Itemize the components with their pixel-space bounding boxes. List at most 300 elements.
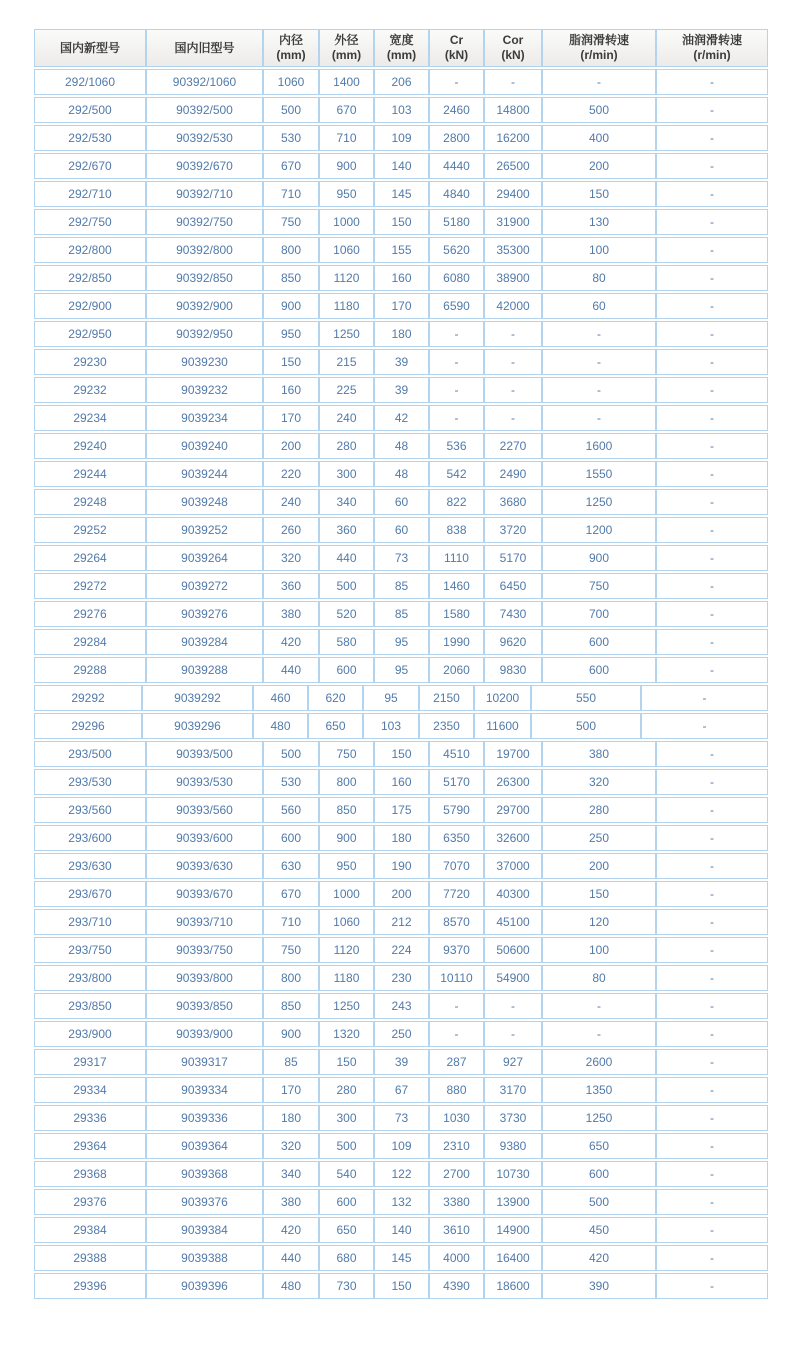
table-cell: 200	[263, 433, 319, 459]
table-cell: 2270	[484, 433, 542, 459]
table-cell: 132	[374, 1189, 429, 1215]
table-cell: 9039234	[146, 405, 263, 431]
table-cell: 480	[263, 1273, 319, 1299]
table-cell: 950	[319, 853, 374, 879]
table-cell: 293/850	[34, 993, 146, 1019]
table-cell: 900	[263, 1021, 319, 1047]
table-cell: 500	[531, 713, 641, 739]
table-cell: 73	[374, 545, 429, 571]
table-cell: 95	[363, 685, 419, 711]
table-cell: 29240	[34, 433, 146, 459]
table-cell: 800	[319, 769, 374, 795]
table-cell: 1060	[263, 69, 319, 95]
table-cell: 730	[319, 1273, 374, 1299]
table-cell: 7430	[484, 601, 542, 627]
table-cell: 360	[319, 517, 374, 543]
table-row	[34, 265, 768, 291]
table-cell: 32600	[484, 825, 542, 851]
table-cell: 540	[319, 1161, 374, 1187]
table-cell: 31900	[484, 209, 542, 235]
table-row	[34, 433, 768, 459]
table-cell: 500	[319, 1133, 374, 1159]
table-cell: 26500	[484, 153, 542, 179]
table-row	[34, 1245, 768, 1271]
table-cell: 200	[542, 853, 656, 879]
table-cell: -	[542, 377, 656, 403]
table-cell: 650	[319, 1217, 374, 1243]
table-cell: 293/900	[34, 1021, 146, 1047]
table-cell: 700	[542, 601, 656, 627]
table-cell: 320	[542, 769, 656, 795]
table-cell: 206	[374, 69, 429, 95]
table-row	[34, 321, 768, 347]
table-cell: -	[656, 377, 768, 403]
table-cell: 600	[542, 1161, 656, 1187]
table-cell: 90393/900	[146, 1021, 263, 1047]
column-header-7	[542, 29, 656, 67]
table-row	[34, 797, 768, 823]
table-cell: 145	[374, 181, 429, 207]
table-cell: 750	[263, 937, 319, 963]
table-row	[34, 825, 768, 851]
table-cell: 880	[429, 1077, 484, 1103]
table-cell: 250	[374, 1021, 429, 1047]
table-cell: 822	[429, 489, 484, 515]
table-row	[34, 545, 768, 571]
table-cell: 3730	[484, 1105, 542, 1131]
table-cell: 9830	[484, 657, 542, 683]
table-cell: 9039396	[146, 1273, 263, 1299]
table-cell: -	[656, 461, 768, 487]
table-cell: 29234	[34, 405, 146, 431]
table-cell: 4440	[429, 153, 484, 179]
table-cell: 48	[374, 461, 429, 487]
table-cell: 536	[429, 433, 484, 459]
table-cell: 1200	[542, 517, 656, 543]
table-row	[34, 1273, 768, 1299]
table-cell: 29368	[34, 1161, 146, 1187]
table-cell: -	[656, 209, 768, 235]
table-cell: 293/670	[34, 881, 146, 907]
table-cell: 90393/530	[146, 769, 263, 795]
table-cell: -	[542, 993, 656, 1019]
column-unit: (kN)	[501, 48, 525, 62]
table-cell: -	[656, 993, 768, 1019]
table-row	[34, 937, 768, 963]
table-cell: 4000	[429, 1245, 484, 1271]
table-cell: -	[656, 265, 768, 291]
header-row	[34, 29, 768, 67]
table-cell: 260	[263, 517, 319, 543]
table-cell: 200	[542, 153, 656, 179]
table-cell: 4840	[429, 181, 484, 207]
table-row	[34, 573, 768, 599]
table-cell: 10200	[474, 685, 531, 711]
table-cell: -	[656, 1049, 768, 1075]
table-cell: 90393/850	[146, 993, 263, 1019]
table-cell: 150	[374, 1273, 429, 1299]
table-cell: -	[656, 181, 768, 207]
table-row	[34, 1133, 768, 1159]
table-cell: 292/950	[34, 321, 146, 347]
table-cell: 42	[374, 405, 429, 431]
table-cell: 420	[263, 629, 319, 655]
table-cell: 90393/560	[146, 797, 263, 823]
table-cell: 450	[542, 1217, 656, 1243]
table-cell: 293/530	[34, 769, 146, 795]
table-cell: 80	[542, 265, 656, 291]
table-cell: 1600	[542, 433, 656, 459]
table-row	[34, 377, 768, 403]
table-cell: 292/800	[34, 237, 146, 263]
spec-table-segment-middle	[34, 683, 768, 741]
column-header-1	[146, 29, 263, 67]
table-cell: 9039317	[146, 1049, 263, 1075]
table-cell: 9370	[429, 937, 484, 963]
table-cell: 1400	[319, 69, 374, 95]
table-cell: 150	[319, 1049, 374, 1075]
table-cell: 85	[374, 601, 429, 627]
table-cell: 9039232	[146, 377, 263, 403]
table-cell: 9039364	[146, 1133, 263, 1159]
table-cell: 400	[542, 125, 656, 151]
table-cell: 90392/500	[146, 97, 263, 123]
table-cell: 29264	[34, 545, 146, 571]
table-cell: 292/750	[34, 209, 146, 235]
table-cell: 7070	[429, 853, 484, 879]
table-cell: -	[484, 321, 542, 347]
table-cell: 130	[542, 209, 656, 235]
table-cell: 170	[374, 293, 429, 319]
table-cell: 1180	[319, 965, 374, 991]
table-row	[34, 349, 768, 375]
table-cell: 1060	[319, 237, 374, 263]
table-row	[34, 657, 768, 683]
table-cell: -	[656, 405, 768, 431]
table-cell: 29388	[34, 1245, 146, 1271]
table-cell: 29284	[34, 629, 146, 655]
table-cell: -	[656, 1133, 768, 1159]
table-row	[34, 1161, 768, 1187]
table-cell: 293/600	[34, 825, 146, 851]
table-cell: 29336	[34, 1105, 146, 1131]
table-cell: -	[656, 125, 768, 151]
table-cell: 9039230	[146, 349, 263, 375]
table-cell: 600	[263, 825, 319, 851]
table-cell: 29396	[34, 1273, 146, 1299]
table-cell: 1180	[319, 293, 374, 319]
table-cell: 750	[263, 209, 319, 235]
table-cell: 2150	[419, 685, 474, 711]
table-cell: 250	[542, 825, 656, 851]
table-cell: 670	[263, 881, 319, 907]
table-cell: 1550	[542, 461, 656, 487]
table-cell: 670	[319, 97, 374, 123]
column-unit: (r/min)	[580, 48, 618, 62]
table-cell: 16200	[484, 125, 542, 151]
table-cell: 9039384	[146, 1217, 263, 1243]
table-cell: 100	[542, 937, 656, 963]
table-row	[34, 629, 768, 655]
table-cell: 150	[374, 209, 429, 235]
table-row	[34, 1105, 768, 1131]
table-cell: 180	[374, 825, 429, 851]
column-label: 内径	[278, 33, 303, 47]
table-cell: 18600	[484, 1273, 542, 1299]
table-cell: 60	[374, 489, 429, 515]
table-cell: 54900	[484, 965, 542, 991]
table-cell: 550	[531, 685, 641, 711]
table-cell: 9039252	[146, 517, 263, 543]
table-cell: 2310	[429, 1133, 484, 1159]
column-unit: (mm)	[386, 48, 417, 62]
table-cell: 60	[374, 517, 429, 543]
column-unit: (r/min)	[693, 48, 731, 62]
table-cell: 600	[319, 657, 374, 683]
table-row	[34, 405, 768, 431]
column-label: Cor	[502, 33, 524, 47]
table-cell: 225	[319, 377, 374, 403]
table-cell: 11600	[474, 713, 531, 739]
table-cell: 927	[484, 1049, 542, 1075]
table-cell: 90393/500	[146, 741, 263, 767]
table-cell: 900	[319, 825, 374, 851]
table-cell: 293/800	[34, 965, 146, 991]
table-cell: 710	[319, 125, 374, 151]
table-cell: 500	[542, 1189, 656, 1215]
table-cell: 1120	[319, 937, 374, 963]
table-cell: 90393/800	[146, 965, 263, 991]
table-cell: 460	[253, 685, 308, 711]
table-cell: 90393/750	[146, 937, 263, 963]
table-cell: 680	[319, 1245, 374, 1271]
table-row	[34, 489, 768, 515]
table-cell: 73	[374, 1105, 429, 1131]
table-cell: -	[656, 321, 768, 347]
table-cell: 29700	[484, 797, 542, 823]
table-cell: 292/850	[34, 265, 146, 291]
table-cell: 293/710	[34, 909, 146, 935]
table-cell: -	[429, 377, 484, 403]
table-cell: 39	[374, 1049, 429, 1075]
table-row	[34, 461, 768, 487]
spec-table-segment-bottom	[34, 739, 768, 1301]
table-cell: 45100	[484, 909, 542, 935]
table-cell: 190	[374, 853, 429, 879]
table-cell: 140	[374, 1217, 429, 1243]
column-header-6	[484, 29, 542, 67]
table-cell: 29317	[34, 1049, 146, 1075]
table-cell: 420	[263, 1217, 319, 1243]
table-cell: 293/630	[34, 853, 146, 879]
table-cell: 5180	[429, 209, 484, 235]
table-cell: 90392/670	[146, 153, 263, 179]
table-cell: 103	[363, 713, 419, 739]
table-cell: 29230	[34, 349, 146, 375]
table-cell: 1250	[319, 321, 374, 347]
table-cell: 39	[374, 377, 429, 403]
table-cell: 90393/710	[146, 909, 263, 935]
table-cell: 3610	[429, 1217, 484, 1243]
column-label: 国内新型号	[59, 40, 120, 55]
table-cell: 67	[374, 1077, 429, 1103]
table-cell: 360	[263, 573, 319, 599]
column-header-5	[429, 29, 484, 67]
column-label: 外径	[334, 33, 359, 47]
table-cell: 19700	[484, 741, 542, 767]
table-cell: 90392/750	[146, 209, 263, 235]
table-cell: -	[656, 517, 768, 543]
table-row	[34, 741, 768, 767]
table-cell: 560	[263, 797, 319, 823]
table-cell: -	[656, 1021, 768, 1047]
table-cell: 120	[542, 909, 656, 935]
table-cell: 2350	[419, 713, 474, 739]
table-cell: 5620	[429, 237, 484, 263]
table-cell: 212	[374, 909, 429, 935]
table-cell: 9039276	[146, 601, 263, 627]
table-cell: 9039240	[146, 433, 263, 459]
table-cell: 1000	[319, 209, 374, 235]
table-cell: 4510	[429, 741, 484, 767]
table-cell: -	[641, 685, 768, 711]
table-cell: 6350	[429, 825, 484, 851]
table-cell: 50600	[484, 937, 542, 963]
table-cell: 90392/530	[146, 125, 263, 151]
table-cell: -	[656, 349, 768, 375]
table-cell: 5790	[429, 797, 484, 823]
column-label: Cr	[449, 33, 464, 47]
table-cell: 160	[374, 265, 429, 291]
table-cell: 109	[374, 125, 429, 151]
table-cell: -	[656, 1105, 768, 1131]
table-cell: 3720	[484, 517, 542, 543]
table-cell: 9039376	[146, 1189, 263, 1215]
column-header-2	[263, 29, 319, 67]
table-cell: -	[656, 909, 768, 935]
table-cell: -	[656, 237, 768, 263]
table-cell: -	[656, 825, 768, 851]
table-cell: 9039336	[146, 1105, 263, 1131]
table-cell: 9039264	[146, 545, 263, 571]
column-header-3	[319, 29, 374, 67]
table-cell: 1580	[429, 601, 484, 627]
table-cell: -	[656, 853, 768, 879]
table-cell: 160	[263, 377, 319, 403]
table-cell: 600	[542, 629, 656, 655]
table-row	[34, 237, 768, 263]
table-cell: 480	[253, 713, 308, 739]
table-cell: 710	[263, 909, 319, 935]
table-cell: 5170	[429, 769, 484, 795]
table-cell: 90392/950	[146, 321, 263, 347]
table-cell: 542	[429, 461, 484, 487]
table-cell: 2490	[484, 461, 542, 487]
table-cell: -	[484, 1021, 542, 1047]
table-cell: -	[656, 881, 768, 907]
table-cell: 2460	[429, 97, 484, 123]
table-cell: 2600	[542, 1049, 656, 1075]
table-cell: 103	[374, 97, 429, 123]
table-cell: 224	[374, 937, 429, 963]
table-cell: 4390	[429, 1273, 484, 1299]
table-cell: -	[656, 293, 768, 319]
table-cell: 380	[263, 601, 319, 627]
table-cell: 3170	[484, 1077, 542, 1103]
bearing-spec-table	[34, 27, 768, 1301]
table-cell: 9039334	[146, 1077, 263, 1103]
table-cell: 580	[319, 629, 374, 655]
table-row	[34, 209, 768, 235]
table-cell: 1320	[319, 1021, 374, 1047]
table-cell: -	[542, 69, 656, 95]
table-cell: 292/1060	[34, 69, 146, 95]
table-cell: -	[542, 1021, 656, 1047]
table-cell: 160	[374, 769, 429, 795]
table-cell: 10110	[429, 965, 484, 991]
table-cell: 90393/600	[146, 825, 263, 851]
table-cell: 530	[263, 769, 319, 795]
table-cell: 390	[542, 1273, 656, 1299]
table-cell: 1060	[319, 909, 374, 935]
table-cell: -	[484, 993, 542, 1019]
table-cell: 85	[374, 573, 429, 599]
table-cell: 13900	[484, 1189, 542, 1215]
table-cell: 9039248	[146, 489, 263, 515]
table-cell: 292/670	[34, 153, 146, 179]
table-cell: 850	[263, 993, 319, 1019]
table-row	[34, 965, 768, 991]
table-cell: 850	[319, 797, 374, 823]
table-cell: 300	[319, 461, 374, 487]
table-cell: 500	[542, 97, 656, 123]
table-cell: 440	[319, 545, 374, 571]
table-cell: 320	[263, 545, 319, 571]
table-cell: 500	[319, 573, 374, 599]
table-cell: 620	[308, 685, 363, 711]
table-cell: 90392/1060	[146, 69, 263, 95]
table-cell: 900	[542, 545, 656, 571]
table-cell: 38900	[484, 265, 542, 291]
table-cell: 180	[374, 321, 429, 347]
table-cell: -	[656, 965, 768, 991]
table-cell: 1350	[542, 1077, 656, 1103]
table-cell: 1250	[319, 993, 374, 1019]
table-cell: 280	[542, 797, 656, 823]
table-cell: -	[656, 1217, 768, 1243]
table-cell: -	[656, 1245, 768, 1271]
table-cell: 1250	[542, 1105, 656, 1131]
table-row	[34, 769, 768, 795]
table-row	[34, 181, 768, 207]
table-cell: 292/710	[34, 181, 146, 207]
table-cell: -	[641, 713, 768, 739]
table-cell: 240	[319, 405, 374, 431]
table-cell: 530	[263, 125, 319, 151]
column-unit: (mm)	[276, 48, 306, 62]
table-cell: 1110	[429, 545, 484, 571]
table-cell: 650	[542, 1133, 656, 1159]
table-cell: -	[656, 1161, 768, 1187]
table-cell: 150	[542, 181, 656, 207]
table-cell: 380	[263, 1189, 319, 1215]
table-row	[34, 1077, 768, 1103]
table-cell: 35300	[484, 237, 542, 263]
column-header-4	[374, 29, 429, 67]
table-cell: 150	[263, 349, 319, 375]
table-cell: 90392/800	[146, 237, 263, 263]
table-cell: 650	[308, 713, 363, 739]
